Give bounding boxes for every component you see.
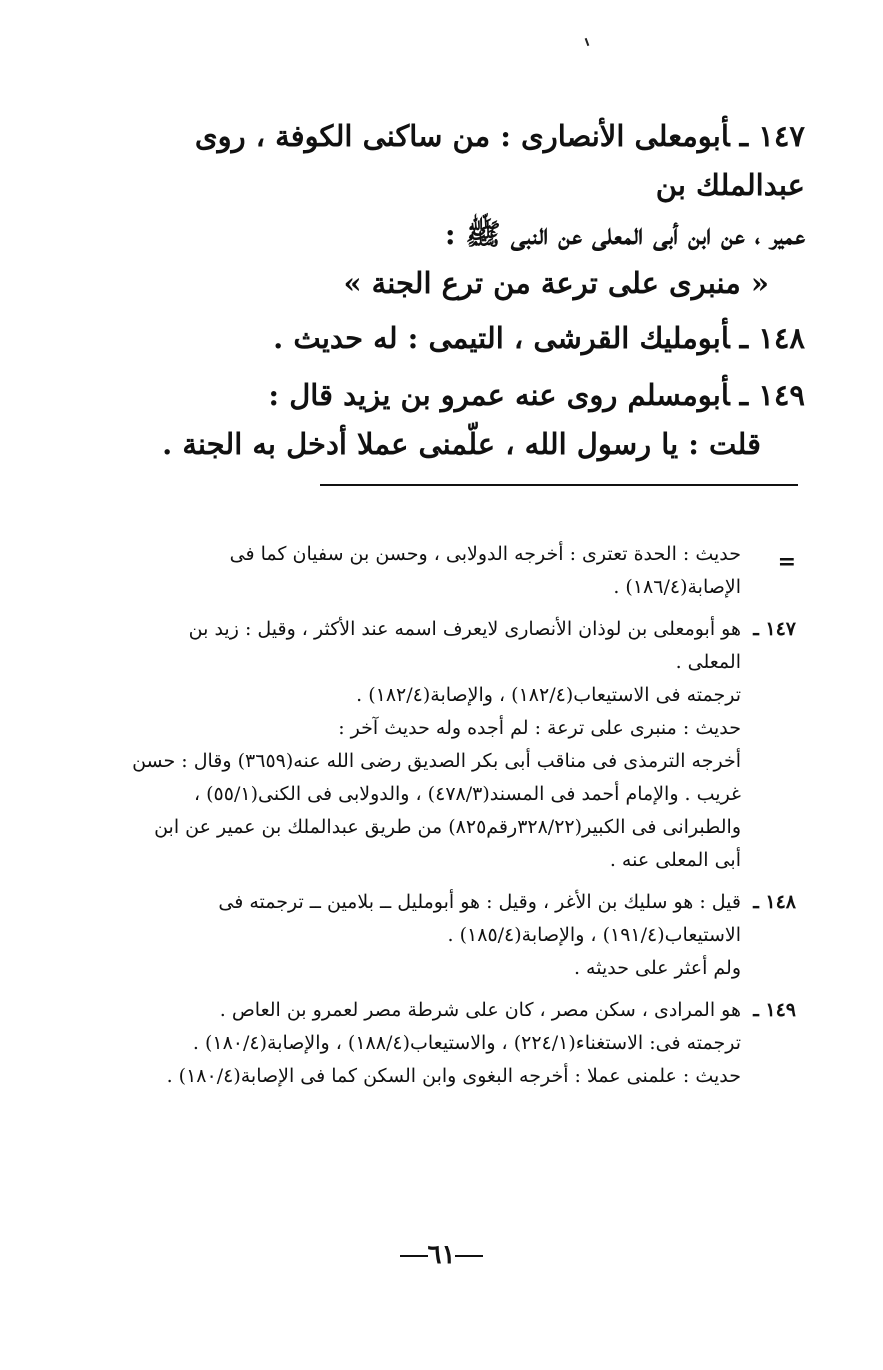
- footnote-line: ولم أعثر على حديثه .: [573, 957, 741, 979]
- footnote-149: [113, 994, 796, 1093]
- page-number-text: ٦١: [427, 1240, 456, 1270]
- entry-line: عمير ، عن ابن أبى المعلى عن النبى ﷺ :: [444, 217, 805, 251]
- hadith-quote: « منبرى على ترعة من ترع الجنة »: [343, 266, 769, 300]
- footnote-line: أبى المعلى عنه .: [609, 849, 741, 871]
- hadith-saying: قلت : يا رسول الله ، علّمنى عملا أدخل به الجنة .: [162, 427, 761, 461]
- entry-148: [112, 314, 805, 363]
- footnote-number: ١٤٧ ـ: [753, 618, 796, 640]
- footnote-separator: [320, 484, 798, 486]
- footnote-148: [113, 886, 796, 985]
- folio-dash: [400, 1255, 428, 1257]
- footnote-line: ترجمته فى الاستيعاب(١٨٢/٤) ، والإصابة(١٨٢/٤) .: [356, 684, 741, 706]
- footnote-line: والطبرانى فى الكبير(٣٢٨/٢٢رقم٨٢٥) من طريق عبدالملك بن عمير عن ابن: [154, 816, 741, 838]
- entry-149: [112, 371, 805, 469]
- footnote-line: غريب . والإمام أحمد فى المسند(٤٧٨/٣) ، والدولابى فى الكنى(٥٥/١) ،: [193, 783, 741, 805]
- main-text: [112, 112, 805, 469]
- footnote-line: ترجمته فى: الاستغناء(٢٢٤/١) ، والاستيعاب(١٨٨/٤) ، والإصابة(١٨٠/٤) .: [192, 1032, 741, 1054]
- entry-number: ١٤٩ ـ: [739, 378, 805, 412]
- footnote-line: الإصابة(١٨٦/٤) .: [613, 576, 741, 598]
- footnote-line: المعلى .: [675, 651, 741, 673]
- footnote-body: [113, 538, 796, 604]
- footnote-number: ١٤٨ ـ: [753, 891, 796, 913]
- scan-speck: [585, 38, 590, 46]
- entry-text: أبومعلى الأنصارى : من ساكنى الكوفة ، روى عبدالملك بن: [194, 119, 805, 202]
- entry-number: ١٤٨ ـ: [739, 321, 805, 355]
- footnote-line: أخرجه الترمذى فى مناقب أبى بكر الصديق رضى الله عنه(٣٦٥٩) وقال : حسن: [132, 750, 741, 772]
- entry-line: [112, 112, 805, 210]
- footnotes: [113, 538, 796, 1093]
- entry-text: أبومليك القرشى ، التيمى : له حديث .: [273, 321, 730, 355]
- continuation-mark: =: [777, 549, 796, 575]
- entry-line: [112, 314, 805, 363]
- footnote-line: حديث : علمنى عملا : أخرجه البغوى وابن السكن كما فى الإصابة(١٨٠/٤) .: [166, 1065, 741, 1087]
- entry-text: أبومسلم روى عنه عمرو بن يزيد قال :: [268, 378, 730, 412]
- footnote-line: قيل : هو سليك بن الأغر ، وقيل : هو أبومليل ــ بلامين ــ ترجمته فى: [218, 891, 741, 913]
- folio-dash: [455, 1255, 483, 1257]
- footnote-body: [113, 886, 796, 985]
- footnote-line: هو المرادى ، سكن مصر ، كان على شرطة مصر لعمرو بن العاص .: [219, 999, 741, 1021]
- footnote-line: هو أبومعلى بن لوذان الأنصارى لايعرف اسمه عند الأكثر ، وقيل : زيد بن: [188, 618, 741, 640]
- footnote-line: حديث : منبرى على ترعة : لم أجده وله حديث آخر :: [338, 717, 741, 739]
- footnote-continuation: [113, 538, 796, 604]
- entry-line: [112, 371, 805, 420]
- footnote-147: [113, 613, 796, 877]
- entry-147: [112, 112, 805, 308]
- footnote-body: [113, 613, 796, 877]
- entry-number: ١٤٧ ـ: [739, 119, 805, 153]
- footnote-number: ١٤٩ ـ: [753, 999, 796, 1021]
- footnote-line: حديث : الحدة تعترى : أخرجه الدولابى ، وحسن بن سفيان كما فى: [229, 543, 741, 565]
- page-number: [0, 1240, 883, 1270]
- footnote-line: الاستيعاب(١٩١/٤) ، والإصابة(١٨٥/٤) .: [447, 924, 741, 946]
- footnote-body: [113, 994, 796, 1093]
